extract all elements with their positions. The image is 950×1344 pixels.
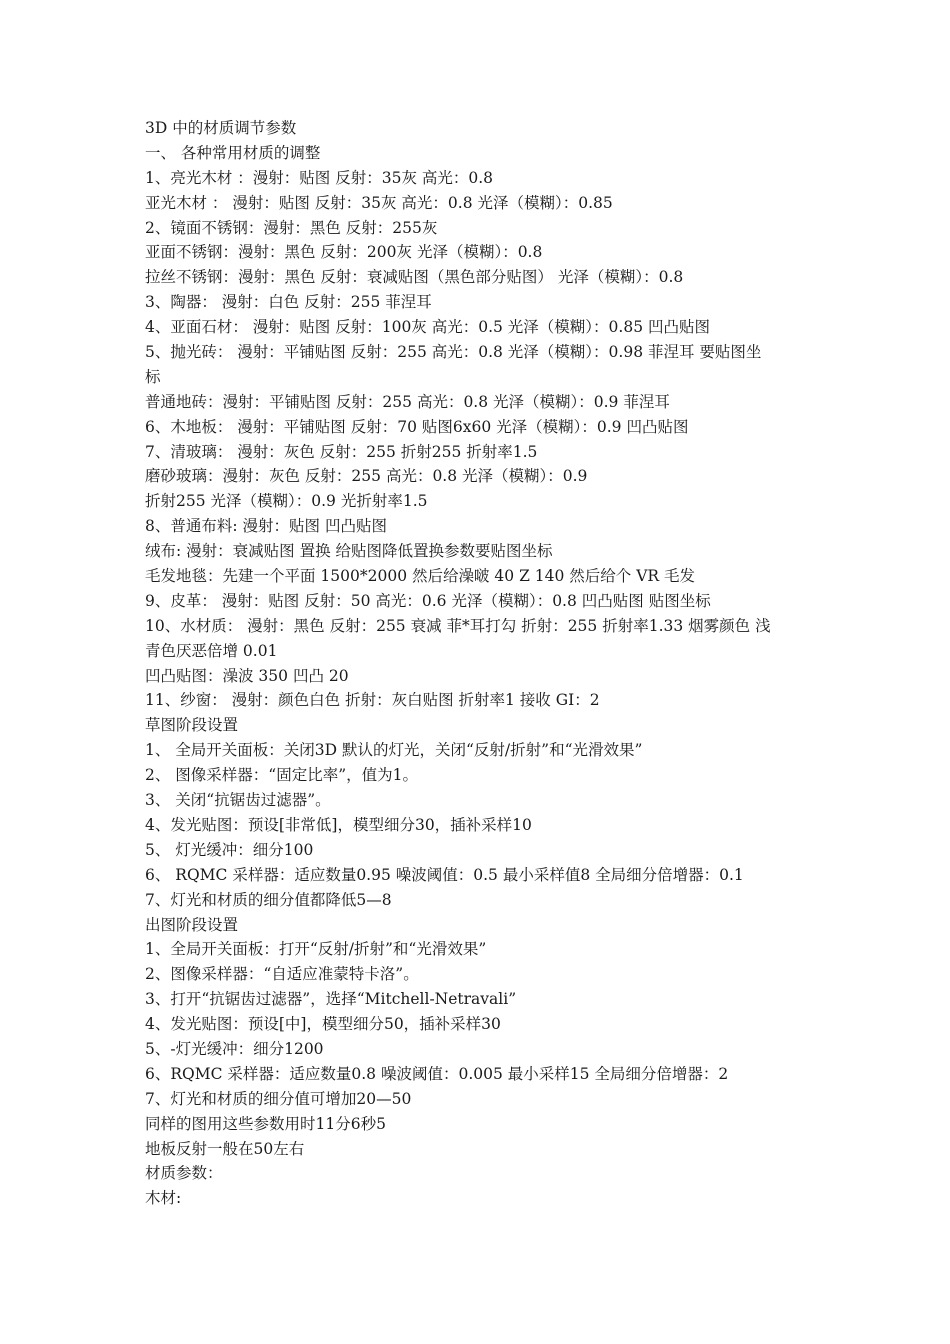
text-line: 3、陶器： 漫射：白色 反射：255 菲涅耳 xyxy=(145,293,432,312)
text-line: 2、 图像采样器：“固定比率”，值为1。 xyxy=(145,766,418,785)
text-line: 一、 各种常用材质的调整 xyxy=(145,143,321,162)
text-line: 7、灯光和材质的细分值可增加20—50 xyxy=(145,1089,412,1108)
text-line: 毛发地毯：先建一个平面 1500*2000 然后给澡啵 40 Z 140 然后给个 VR 毛发 xyxy=(145,567,696,586)
text-line: 2、图像采样器：“自适应准蒙特卡洛”。 xyxy=(145,965,419,984)
text-line: 青色厌恶倍增 0.01 xyxy=(145,641,278,660)
text-line: 拉丝不锈钢：漫射：黑色 反射：衰减贴图（黑色部分贴图） 光泽（模糊）：0.8 xyxy=(145,268,684,287)
text-line: 9、皮革： 漫射：贴图 反射：50 高光：0.6 光泽（模糊）：0.8 凹凸贴图 贴图坐标 xyxy=(145,591,711,610)
text-line: 7、清玻璃： 漫射：灰色 反射：255 折射255 折射率1.5 xyxy=(145,442,538,461)
text-line: 6、木地板： 漫射：平铺贴图 反射：70 贴图6x60 光泽（模糊）：0.9 凹凸贴图 xyxy=(145,417,689,436)
text-line: 材质参数： xyxy=(145,1164,223,1183)
text-line: 5、-灯光缓冲：细分1200 xyxy=(145,1039,324,1058)
text-line: 3、 关闭“抗锯齿过滤器”。 xyxy=(145,791,331,810)
text-line: 绒布: 漫射：衰减贴图 置换 给贴图降低置换参数要贴图坐标 xyxy=(145,542,553,561)
text-line: 亚面不锈钢：漫射：黑色 反射：200灰 光泽（模糊）：0.8 xyxy=(145,243,543,262)
text-line: 3D 中的材质调节参数 xyxy=(145,119,297,137)
text-line: 地板反射一般在50左右 xyxy=(145,1139,305,1158)
text-line: 亚光木材 ： 漫射：贴图 反射：35灰 高光：0.8 光泽（模糊）：0.85 xyxy=(145,193,613,212)
text-line: 7、灯光和材质的细分值都降低5—8 xyxy=(145,890,392,909)
text-line: 5、抛光砖： 漫射：平铺贴图 反射：255 高光：0.8 光泽（模糊）：0.98 菲涅耳 要贴图坐 xyxy=(145,343,762,362)
text-line: 普通地砖：漫射：平铺贴图 反射：255 高光：0.8 光泽（模糊）：0.9 菲涅耳 xyxy=(145,392,670,411)
text-line: 折射255 光泽（模糊）：0.9 光折射率1.5 xyxy=(145,492,428,511)
text-line: 标 xyxy=(145,367,161,386)
text-line: 2、镜面不锈钢：漫射：黑色 反射：255灰 xyxy=(145,218,438,237)
text-line: 草图阶段设置 xyxy=(145,716,239,735)
text-line: 4、亚面石材： 漫射：贴图 反射：100灰 高光：0.5 光泽（模糊）：0.85 凹凸贴图 xyxy=(145,318,710,337)
document-body xyxy=(145,116,825,1211)
text-line: 同样的图用这些参数用时11分6秒5 xyxy=(145,1114,386,1133)
text-line: 凹凸贴图：澡波 350 凹凸 20 xyxy=(145,666,349,685)
text-line: 出图阶段设置 xyxy=(145,915,239,934)
text-line: 1、全局开关面板：打开“反射/折射”和“光滑效果” xyxy=(145,940,487,959)
text-line: 1、 全局开关面板：关闭3D 默认的灯光，关闭“反射/折射”和“光滑效果” xyxy=(145,741,643,760)
text-line: 10、水材质： 漫射：黑色 反射：255 衰减 菲*耳打勾 折射：255 折射率1.33 烟雾颜色 浅 xyxy=(145,616,771,635)
text-line: 木材: xyxy=(145,1189,182,1208)
text-line: 11、纱窗： 漫射：颜色白色 折射：灰白贴图 折射率1 接收 GI：2 xyxy=(145,691,600,710)
text-line: 1、亮光木材 ：漫射：贴图 反射：35灰 高光：0.8 xyxy=(145,168,494,187)
text-line: 4、发光贴图：预设[中]，模型细分50，插补采样30 xyxy=(145,1015,501,1034)
text-line: 3、打开“抗锯齿过滤器”，选择“Mitchell-Netravali” xyxy=(145,990,517,1009)
text-line: 6、RQMC 采样器：适应数量0.8 噪波阈值：0.005 最小采样15 全局细分倍增器：2 xyxy=(145,1064,729,1083)
text-line: 8、普通布料: 漫射：贴图 凹凸贴图 xyxy=(145,517,387,536)
text-line: 6、 RQMC 采样器：适应数量0.95 噪波阈值：0.5 最小采样值8 全局细分倍增器：0.1 xyxy=(145,865,744,884)
text-line: 5、 灯光缓冲：细分100 xyxy=(145,840,314,859)
text-line: 磨砂玻璃：漫射：灰色 反射：255 高光：0.8 光泽（模糊）：0.9 xyxy=(145,467,588,486)
text-line: 4、发光贴图：预设[非常低]，模型细分30，插补采样10 xyxy=(145,815,532,834)
